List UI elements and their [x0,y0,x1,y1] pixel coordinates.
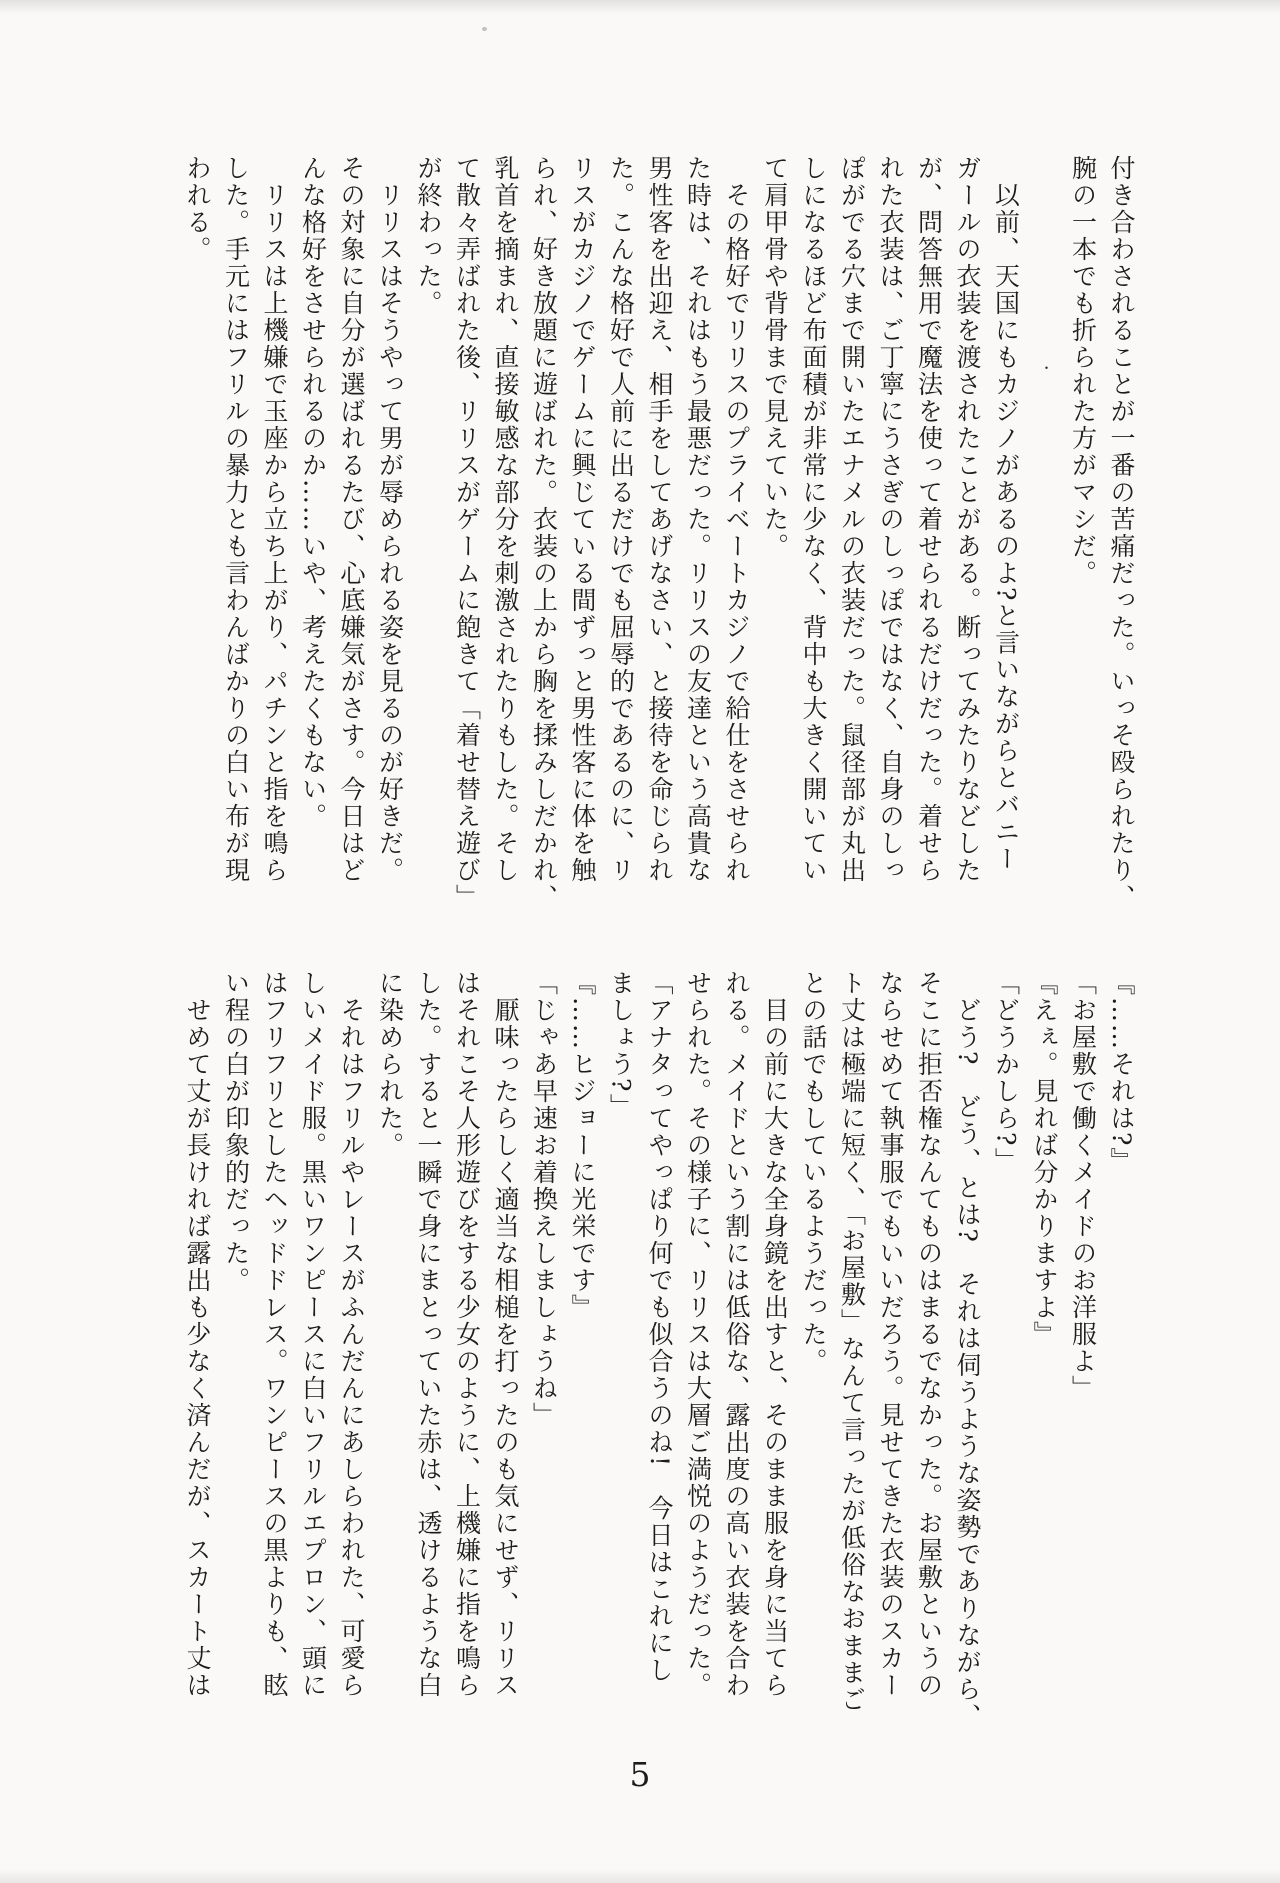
text-column: んな格好をさせられるのか……いや、考えたくもない。 [298,155,328,830]
text-column: リリスは上機嫌で玉座から立ち上がり、パチンと指を鳴ら [260,182,289,884]
text-column: ましょう?」 [606,970,636,1121]
text-column: ならせめて執事服でもいいだろう。見せてきた衣装のスカー [876,970,905,1699]
text-column: 「じゃあ早速お着換えしましょうね」 [529,970,559,1429]
text-column: い程の白が印象的だった。 [221,970,251,1294]
text-column: 目の前に大きな全身鏡を出すと、そのまま服を身に当てら [760,997,790,1699]
upper-text-band [178,155,1140,911]
text-column: が、問答無用で魔法を使って着せられるだけだった。着せら [914,155,944,884]
divider-dot-icon: ・ [1037,361,1052,374]
text-column: はフリフリとしたヘッドドレス。ワンピースの黒よりも、眩 [260,970,289,1699]
text-column: どう? どう、とは? それは伺うような姿勢でありながら、 [953,997,982,1730]
text-column: はそれこそ人形遊びをする少女のように、上機嫌に指を鳴ら [452,970,482,1699]
text-column: その格好でリリスのプライベートカジノで給仕をさせられ [722,182,751,884]
text-column: 以前、天国にもカジノがあるのよ?と言いながらとバニー [991,182,1021,873]
text-column: られ、好き放題に遊ばれた。衣装の上から胸を揉みしだかれ、 [529,155,559,911]
text-column: ガールの衣装を渡されたことがある。断ってみたりなどした [953,155,982,884]
text-column: 『……それは?』 [1107,970,1136,1175]
text-column: に染められた。 [375,970,405,1159]
text-column: 「お屋敷で働くメイドのお洋服よ」 [1068,970,1098,1402]
scan-speck [482,27,487,31]
text-column: 「どうかしら?」 [991,970,1021,1175]
text-column: れた衣装は、ご丁寧にうさぎのしっぽではなく、自身のしっ [876,155,905,884]
text-column: との話でもしているようだった。 [799,970,828,1375]
text-column: た時は、それはもう最悪だった。リリスの友達という高貴な [683,155,713,884]
text-column: 「アナタってやっぱり何でも似合うのね! 今日はこれにし [645,970,674,1685]
text-column: しいメイド服。黒いワンピースに白いフリルエプロン、頭に [298,970,328,1699]
text-column: ぽがでる穴まで開いたエナメルの衣装だった。鼠径部が丸出 [837,155,867,884]
text-column: そこに拒否権なんてものはまるでなかった。お屋敷というの [914,970,944,1699]
text-column: われる。 [183,155,212,263]
text-column: それはフリルやレースがふんだんにあしらわれた、可愛ら [337,997,366,1699]
text-column: せられた。その様子に、リリスは大層ご満悦のようだった。 [683,970,713,1699]
text-column: しになるほど布面積が非常に少なく、背中も大きく開いてい [799,155,828,884]
text-column: リスがカジノでゲームに興じている間ずっと男性客に体を触 [568,155,597,884]
scan-edge-shadow-bottom [0,1869,1280,1883]
text-column: 腕の一本でも折られた方がマシだ。 [1068,155,1098,587]
text-column: た。こんな格好で人前に出るだけでも屈辱的であるのに、リ [606,155,636,884]
text-column: 男性客を出迎え、相手をしてあげなさい、と接待を命じられ [645,155,674,884]
text-column: 『……ヒジョーに光栄です』 [568,970,597,1321]
text-column: 厭味ったらしく適当な相槌を打ったのも気にせず、リリス [491,997,520,1699]
text-column: 乳首を摘まれ、直接敏感な部分を刺激されたりもした。そし [491,155,520,884]
text-column: せめて丈が長ければ露出も少なく済んだが、スカート丈は [183,997,212,1699]
section-divider [1025,155,1064,888]
text-column: ト丈は極端に短く、「お屋敷」なんて言ったが低俗なおままご [837,970,867,1714]
page-number: 5 [629,1755,651,1794]
text-column: て肩甲骨や背骨まで見えていた。 [760,155,790,560]
scan-edge-shadow-top [0,0,1280,14]
text-column: て散々弄ばれた後、リリスがゲームに飽きて「着せ替え遊び」 [452,155,482,911]
text-column: が終わった。 [414,155,443,317]
text-column: リリスはそうやって男が辱められる姿を見るのが好きだ。 [375,182,405,884]
text-column: した。すると一瞬で身にまとっていた赤は、透けるような白 [414,970,443,1699]
text-column: その対象に自分が選ばれるたび、心底嫌気がさす。今日はど [337,155,366,884]
text-column: 付き合わされることが一番の苦痛だった。いっそ殴られたり、 [1107,155,1136,911]
lower-text-band [178,970,1140,1730]
text-column: 『えぇ。見れば分かりますよ』 [1030,970,1059,1348]
text-column: れる。メイドという割には低俗な、露出度の高い衣装を合わ [722,970,751,1699]
text-column: した。手元にはフリルの暴力とも言わんばかりの白い布が現 [221,155,251,884]
